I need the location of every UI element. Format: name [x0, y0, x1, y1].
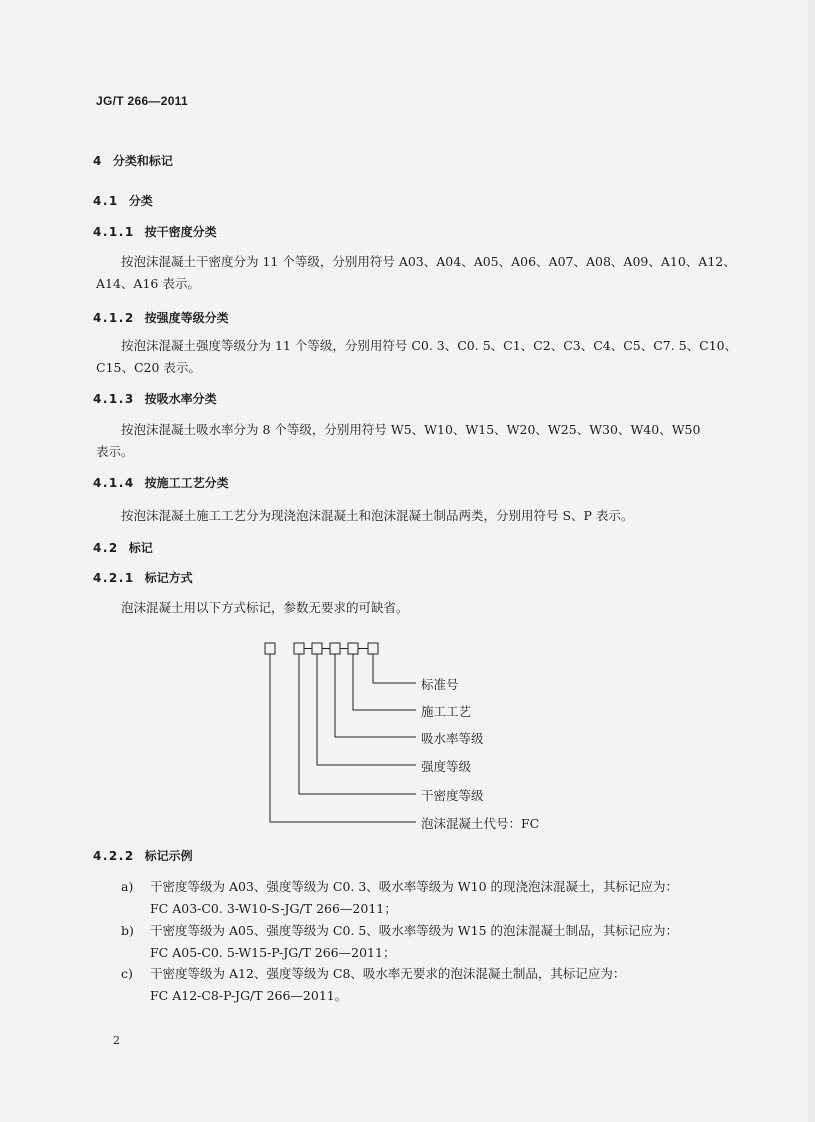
section-4-2-2-heading [93, 847, 193, 864]
section-number: 4.1.3 [93, 392, 135, 406]
page-number: 2 [113, 1034, 120, 1047]
fc-code-leader [270, 654, 416, 822]
paragraph-line: 表示。 [96, 444, 134, 459]
section-number: 4 [93, 154, 103, 168]
fc-code-box [265, 643, 275, 654]
dry-density-box [294, 643, 304, 654]
label-strength-grade: 强度等级 [421, 759, 472, 774]
section-title: 按施工工艺分类 [144, 476, 229, 490]
paragraph-line: 泡沫混凝土用以下方式标记，参数无要求的可缺省。 [121, 600, 409, 615]
example-b [150, 920, 678, 964]
section-title: 按强度等级分类 [144, 311, 229, 325]
example-c [150, 963, 625, 1007]
example-description: 干密度等级为 A03、强度等级为 C0. 3、吸水率等级为 W10 的现浇泡沫混凝土，其标记应为： [150, 879, 678, 894]
example-marker: a) [121, 879, 134, 894]
section-number: 4.1.4 [93, 476, 135, 490]
standard-number-box [368, 643, 378, 654]
section-number: 4.2 [93, 541, 119, 555]
construction-process-leader [353, 654, 416, 710]
label-construction-process: 施工工艺 [421, 704, 472, 719]
example-marking: FC A12-C8-P-JG/T 266—2011。 [150, 988, 348, 1003]
section-number: 4.2.2 [93, 849, 135, 863]
label-fc-code: 泡沫混凝土代号：FC [421, 816, 540, 831]
standard-number-leader [373, 654, 416, 683]
example-a [150, 876, 678, 920]
example-marking: FC A03-C0. 3-W10-S-JG/T 266—2011； [150, 901, 397, 916]
section-title: 按干密度分类 [144, 225, 217, 239]
section-title: 标记方式 [144, 571, 193, 585]
example-marker: b) [121, 923, 134, 938]
water-absorption-box [330, 643, 340, 654]
strength-grade-box [312, 643, 322, 654]
paragraph-line: 按泡沫混凝土施工工艺分为现浇泡沫混凝土和泡沫混凝土制品两类，分别用符号 S、P 表示。 [121, 508, 634, 523]
water-absorption-leader [335, 654, 416, 737]
paragraph-line: A14、A16 表示。 [96, 276, 200, 291]
standard-code: JG/T 266—2011 [96, 94, 188, 108]
section-title: 分类 [128, 194, 153, 208]
example-description: 干密度等级为 A12、强度等级为 C8、吸水率无要求的泡沫混凝土制品，其标记应为： [150, 966, 626, 981]
example-marking: FC A05-C0. 5-W15-P-JG/T 266—2011； [150, 945, 396, 960]
example-description: 干密度等级为 A05、强度等级为 C0. 5、吸水率等级为 W15 的泡沫混凝土制品，其标记应为： [150, 923, 678, 938]
example-marker: c) [121, 966, 133, 981]
section-number: 4.1 [93, 194, 119, 208]
label-water-absorption-grade: 吸水率等级 [421, 731, 484, 746]
label-standard-number: 标准号 [421, 677, 459, 692]
section-title: 标记示例 [144, 849, 193, 863]
paragraph-line: 按泡沫混凝土强度等级分为 11 个等级，分别用符号 C0. 3、C0. 5、C1、C2、C3、C4、C5、C7. 5、C10、 [121, 338, 738, 353]
section-number: 4.1.2 [93, 311, 135, 325]
section-number: 4.2.1 [93, 571, 135, 585]
section-number: 4.1.1 [93, 225, 135, 239]
section-title: 分类和标记 [112, 154, 173, 168]
section-title: 按吸水率分类 [144, 392, 217, 406]
paragraph-line: C15、C20 表示。 [96, 360, 201, 375]
paragraph-line: 按泡沫混凝土吸水率分为 8 个等级，分别用符号 W5、W10、W15、W20、W25、W30、W40、W50 [121, 422, 701, 437]
construction-process-box [348, 643, 358, 654]
paragraph-line: 按泡沫混凝土干密度分为 11 个等级，分别用符号 A03、A04、A05、A06、A07、A08、A09、A10、A12、 [121, 254, 736, 269]
section-title: 标记 [128, 541, 153, 555]
label-dry-density-grade: 干密度等级 [421, 788, 484, 803]
